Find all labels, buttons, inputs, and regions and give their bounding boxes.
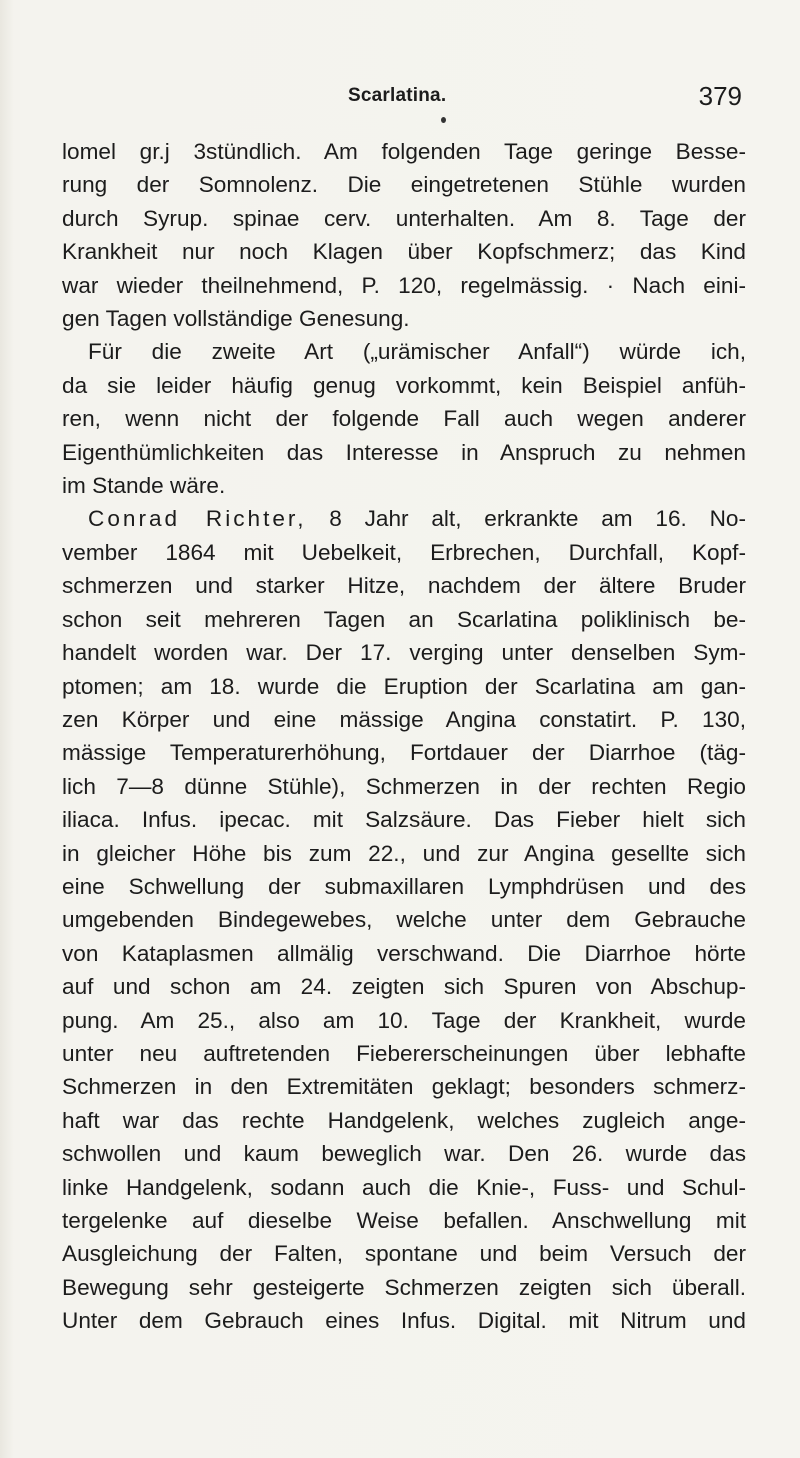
- text-line: ptomen; am 18. wurde die Eruption der Scarlatina am gan-: [62, 673, 746, 699]
- text-line: lich 7—8 dünne Stühle), Schmerzen in der rechten Regio: [62, 773, 746, 799]
- text-fragment: 8 Jahr alt, erkrankte am 16. No-: [306, 506, 746, 532]
- text-line: mässige Temperaturerhöhung, Fortdauer der Diarrhoe (täg-: [62, 740, 746, 766]
- text-line: linke Handgelenk, sodann auch die Knie-, Fuss- und Schul-: [62, 1174, 746, 1200]
- text-line: Krankheit nur noch Klagen über Kopfschmerz; das Kind: [62, 239, 746, 265]
- text-line: schwollen und kaum beweglich war. Den 26. wurde das: [62, 1141, 746, 1167]
- text-line: gen Tagen vollständige Genesung.: [62, 306, 410, 332]
- text-line: auf und schon am 24. zeigten sich Spuren von Abschup-: [62, 974, 746, 1000]
- text-line: Für die zweite Art („urämischer Anfall“) würde ich,: [88, 339, 746, 365]
- text-line: eine Schwellung der submaxillaren Lymphdrüsen und des: [62, 873, 746, 899]
- text-line: zen Körper und eine mässige Angina constatirt. P. 130,: [62, 706, 746, 732]
- text-line: vember 1864 mit Uebelkeit, Erbrechen, Durchfall, Kopf-: [62, 539, 746, 565]
- text-line: schmerzen und starker Hitze, nachdem der ältere Bruder: [62, 573, 746, 599]
- text-line: ren, wenn nicht der folgende Fall auch wegen anderer: [62, 406, 746, 432]
- patient-name: Conrad Richter,: [88, 506, 307, 532]
- text-line: Eigenthümlichkeiten das Interesse in Anspruch zu nehmen: [62, 439, 746, 465]
- text-line: war wieder theilnehmend, P. 120, regelmässig. · Nach eini-: [62, 272, 746, 298]
- text-line: Bewegung sehr gesteigerte Schmerzen zeigten sich überall.: [62, 1274, 746, 1300]
- text-line: iliaca. Infus. ipecac. mit Salzsäure. Das Fieber hielt sich: [62, 807, 746, 833]
- printer-mark: [441, 117, 446, 123]
- text-line: in gleicher Höhe bis zum 22., und zur Angina gesellte sich: [62, 840, 746, 866]
- text-line: rung der Somnolenz. Die eingetretenen Stühle wurden: [62, 172, 746, 198]
- text-line: von Kataplasmen allmälig verschwand. Die Diarrhoe hörte: [62, 940, 746, 966]
- text-line: haft war das rechte Handgelenk, welches zugleich ange-: [62, 1107, 746, 1133]
- text-line: tergelenke auf dieselbe Weise befallen. Anschwellung mit: [62, 1208, 746, 1233]
- text-line-with-name: [62, 502, 746, 535]
- text-line: unter neu auftretenden Fiebererscheinungen über lebhafte: [62, 1040, 746, 1066]
- page-header: [58, 83, 742, 123]
- page-number: 379: [698, 81, 742, 111]
- text-line: schon seit mehreren Tagen an Scarlatina poliklinisch be-: [62, 606, 746, 632]
- text-line: da sie leider häufig genug vorkommt, kein Beispiel anfüh-: [62, 372, 746, 398]
- text-line: umgebenden Bindegewebes, welche unter dem Gebrauche: [62, 907, 746, 933]
- text-line: Unter dem Gebrauch eines Infus. Digital. mit Nitrum und: [62, 1308, 746, 1334]
- text-line: Ausgleichung der Falten, spontane und beim Versuch der: [62, 1241, 746, 1267]
- text-line: handelt worden war. Der 17. verging unter denselben Sym-: [62, 640, 746, 666]
- body-text: [62, 135, 746, 1338]
- text-line: Schmerzen in den Extremitäten geklagt; besonders schmerz-: [62, 1074, 746, 1100]
- text-line: pung. Am 25., also am 10. Tage der Krankheit, wurde: [62, 1007, 746, 1033]
- running-head: Scarlatina.: [348, 85, 447, 106]
- text-line: durch Syrup. spinae cerv. unterhalten. Am 8. Tage der: [62, 205, 746, 231]
- text-line: im Stande wäre.: [62, 473, 226, 499]
- text-line: lomel gr.j 3stündlich. Am folgenden Tage geringe Besse-: [62, 139, 746, 164]
